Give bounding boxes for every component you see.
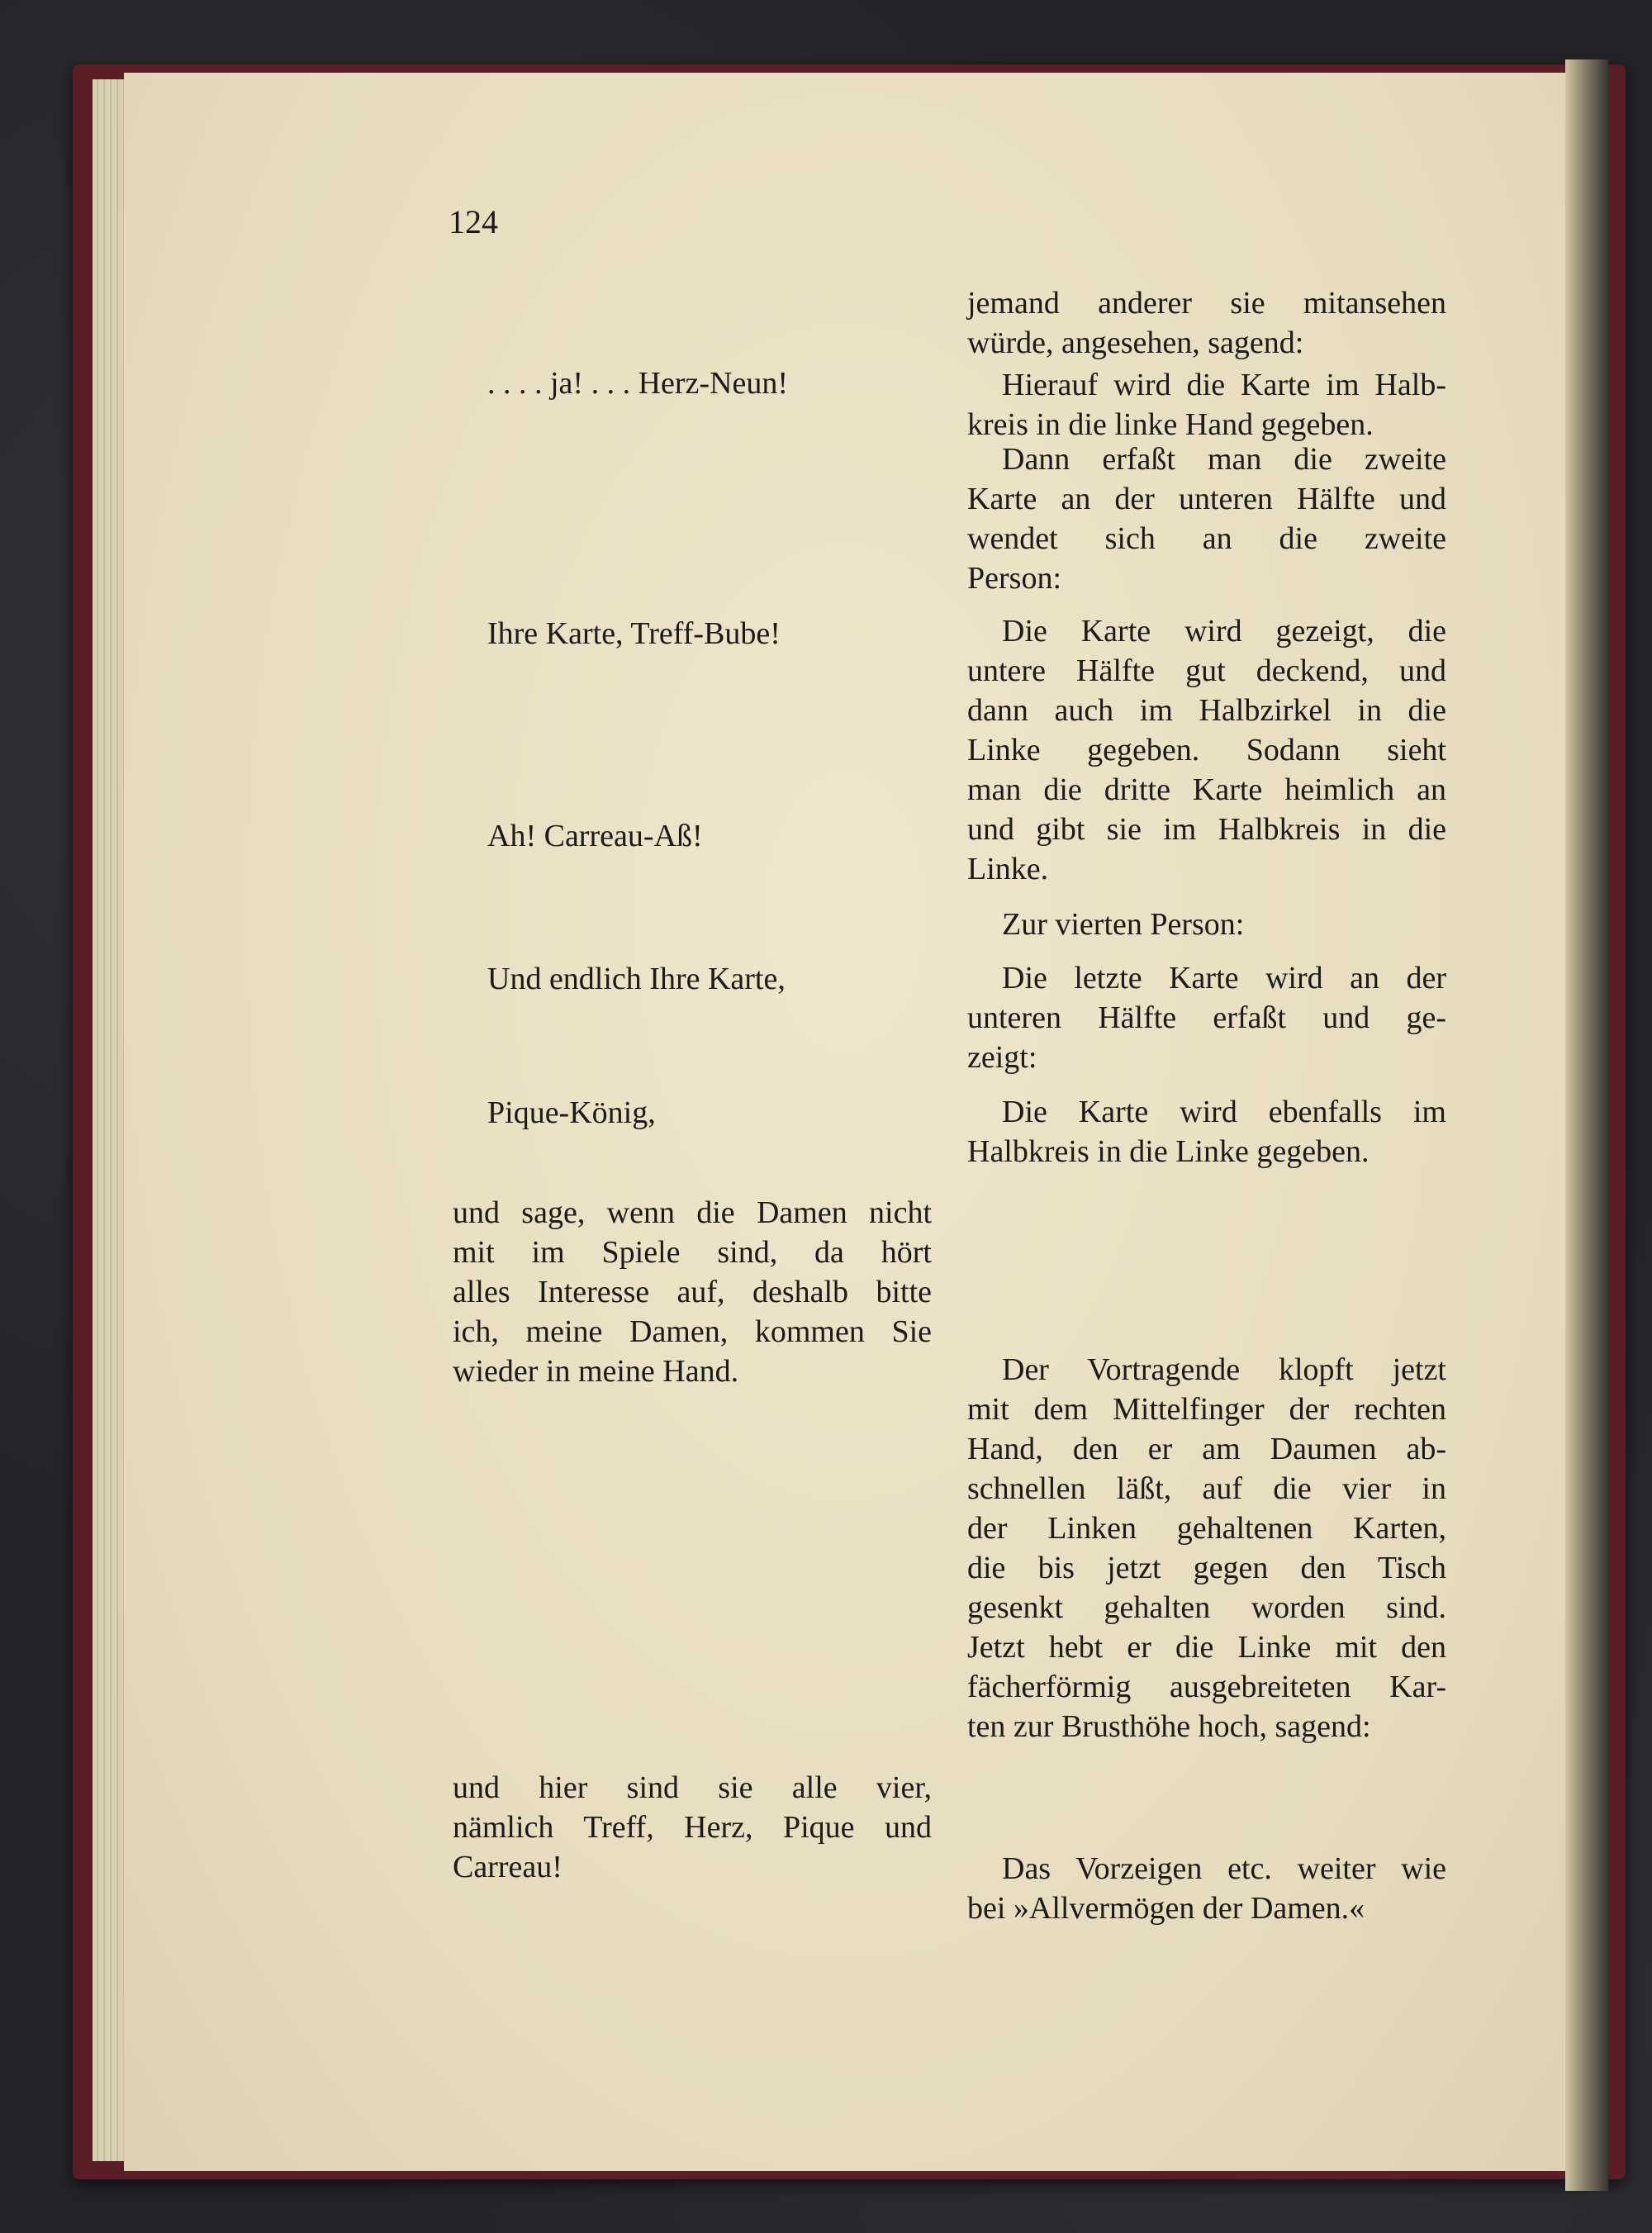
right-paragraph-4 (967, 611, 1446, 889)
text-line: man die dritte Karte heimlich an (967, 772, 1446, 807)
text-line: Carreau! (453, 1850, 563, 1884)
text-line: Und endlich Ihre Karte, (487, 962, 786, 996)
text-line: Dann erfaßt man die zweite (1002, 442, 1446, 477)
text-line: Jetzt hebt er die Linke mit den (967, 1630, 1446, 1665)
text-line: Ihre Karte, Treff-Bube! (487, 616, 781, 651)
left-paragraph-2 (453, 614, 932, 653)
right-paragraph-3 (967, 439, 1446, 598)
text-line: unteren Hälfte erfaßt und ge- (967, 1000, 1446, 1035)
text-line: und hier sind sie alle vier, (453, 1770, 932, 1805)
left-paragraph-6 (453, 1193, 932, 1391)
text-line: Halbkreis in die Linke gegeben. (967, 1134, 1370, 1169)
right-paragraph-6 (967, 958, 1446, 1077)
text-line: jemand anderer sie mitansehen (967, 286, 1446, 321)
text-line: würde, angesehen, sagend: (967, 325, 1304, 360)
book-gutter (1565, 59, 1608, 2191)
right-paragraph-8 (967, 1350, 1446, 1746)
right-paragraph-7 (967, 1092, 1446, 1171)
text-line: Person: (967, 561, 1061, 596)
text-line: und gibt sie im Halbkreis in die (967, 812, 1446, 847)
text-line: untere Hälfte gut deckend, und (967, 653, 1446, 688)
right-paragraph-9 (967, 1849, 1446, 1928)
left-paragraph-1 (453, 363, 932, 403)
text-line: zeigt: (967, 1040, 1037, 1075)
text-line: fächerförmig ausgebreiteten Kar- (967, 1670, 1446, 1704)
right-paragraph-1 (967, 283, 1446, 363)
text-line: kreis in die linke Hand gegeben. (967, 407, 1374, 442)
text-line: Der Vortragende klopft jetzt (1002, 1352, 1446, 1387)
text-line: Linke. (967, 852, 1049, 886)
text-line: Die Karte wird gezeigt, die (1002, 614, 1446, 649)
left-paragraph-3 (453, 816, 932, 856)
right-paragraph-2 (967, 365, 1446, 444)
left-paragraph-7 (453, 1768, 932, 1887)
text-line: Hierauf wird die Karte im Halb- (1002, 368, 1446, 402)
text-line: mit im Spiele sind, da hört (453, 1235, 932, 1270)
text-line: mit dem Mittelfinger der rechten (967, 1392, 1446, 1427)
text-line: Ah! Carreau-Aß! (487, 819, 703, 853)
text-line: Zur vierten Person: (1002, 907, 1245, 942)
left-paragraph-5 (453, 1093, 932, 1133)
text-line: Pique-König, (487, 1095, 656, 1130)
text-line: die bis jetzt gegen den Tisch (967, 1551, 1446, 1585)
text-line: bei »Allvermögen der Damen.« (967, 1891, 1365, 1926)
text-line: wieder in meine Hand. (453, 1354, 739, 1389)
text-line: gesenkt gehalten worden sind. (967, 1590, 1446, 1625)
text-line: und sage, wenn die Damen nicht (453, 1195, 932, 1230)
text-line: wendet sich an die zweite (967, 521, 1446, 556)
text-line: Die Karte wird ebenfalls im (1002, 1095, 1446, 1129)
text-line: nämlich Treff, Herz, Pique und (453, 1810, 932, 1845)
text-line: ich, meine Damen, kommen Sie (453, 1314, 932, 1349)
text-line: der Linken gehaltenen Karten, (967, 1511, 1446, 1546)
text-line: schnellen läßt, auf die vier in (967, 1471, 1446, 1506)
text-line: Hand, den er am Daumen ab- (967, 1432, 1446, 1466)
text-line: Karte an der unteren Hälfte und (967, 482, 1446, 516)
text-line: . . . . ja! . . . Herz-Neun! (487, 366, 789, 401)
text-line: Das Vorzeigen etc. weiter wie (1002, 1851, 1446, 1886)
text-line: dann auch im Halbzirkel in die (967, 693, 1446, 728)
text-line: ten zur Brusthöhe hoch, sagend: (967, 1709, 1371, 1744)
left-paragraph-4 (453, 959, 932, 999)
text-line: Linke gegeben. Sodann sieht (967, 733, 1446, 767)
page-number: 124 (449, 203, 498, 240)
text-line: Die letzte Karte wird an der (1002, 961, 1446, 995)
right-paragraph-5 (967, 905, 1446, 944)
text-line: alles Interesse auf, deshalb bitte (453, 1275, 932, 1309)
